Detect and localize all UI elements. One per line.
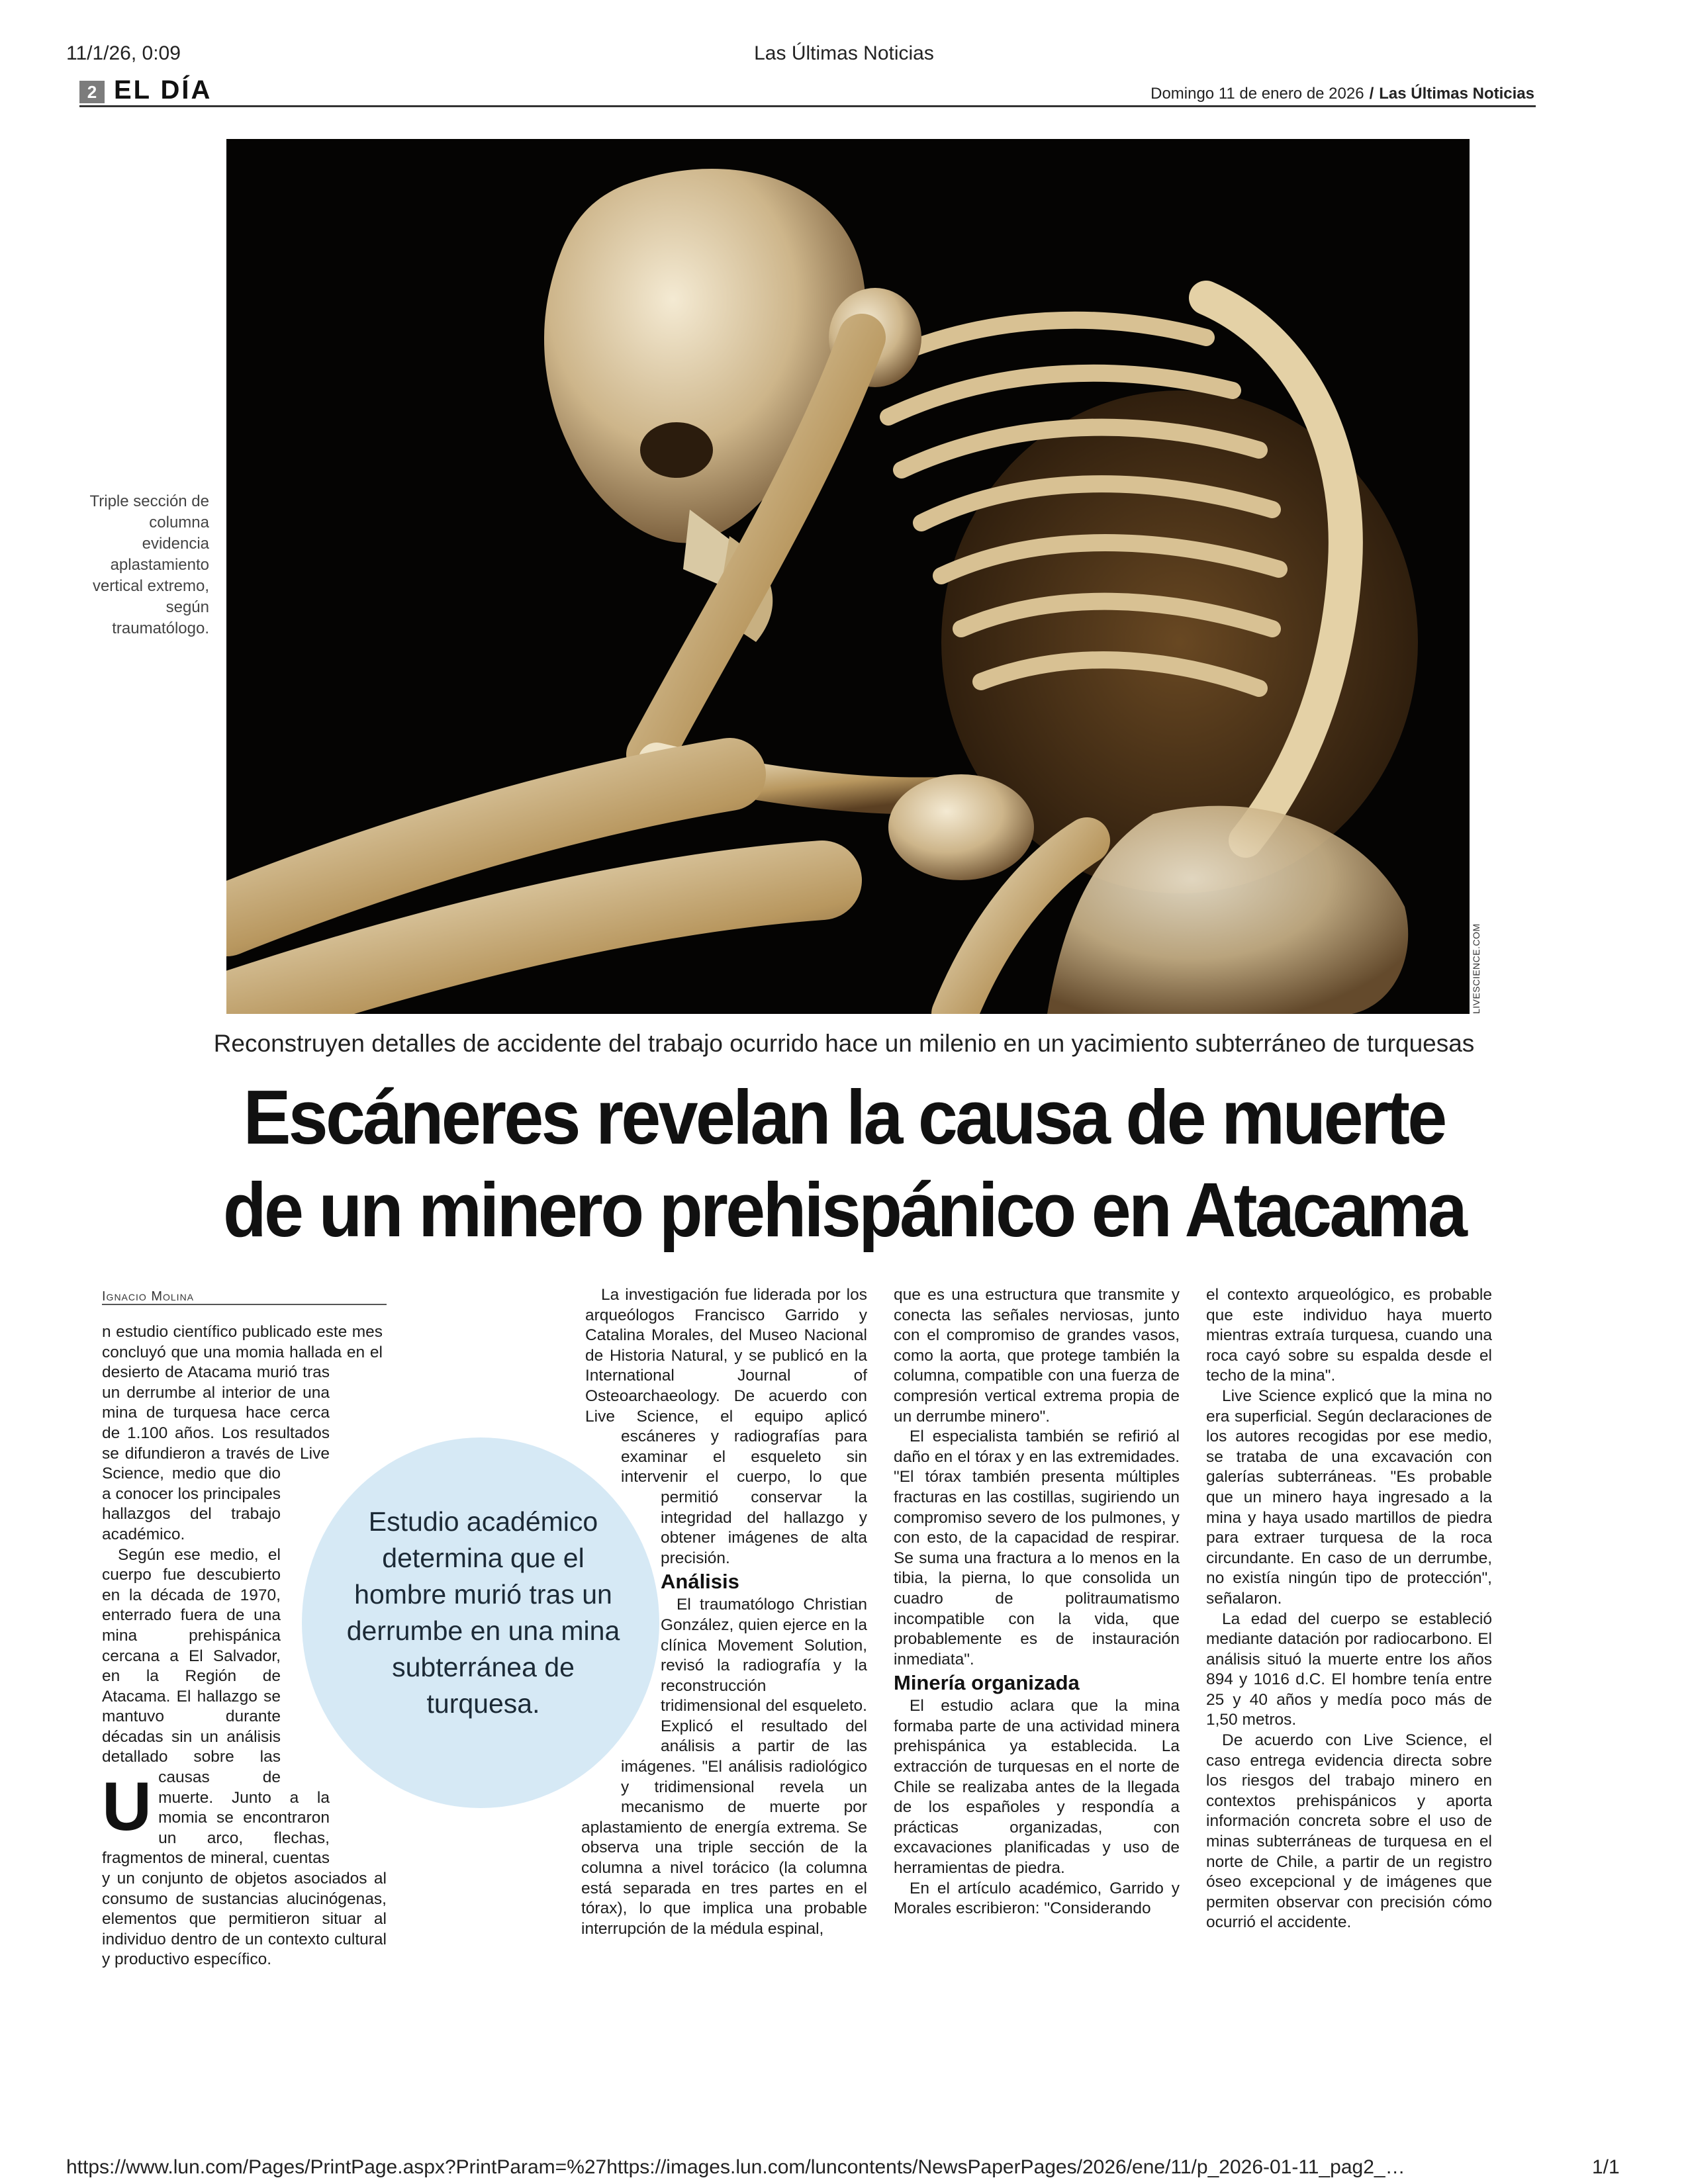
subhead-mineria: Minería organizada (894, 1671, 1080, 1695)
byline-rule (102, 1304, 387, 1305)
photo-credit: LIVESCIENCE.COM (1471, 923, 1481, 1014)
header-dateline (1150, 85, 1534, 103)
skeleton-illustration (226, 139, 1470, 1014)
paragraph: Según ese medio, el cuerpo fue descubierto en la década de 1970, enterrado fuera de una mina prehispánica cercana a El Salvador, en la Región de Atacama. El hallazgo se mantuvo durante décadas sin un análisis detallado sobre las causas de muerte. Junto a la momia se encontraron un arco, flechas, fragmentos de mineral, cuentas y un conjunto de objetos asociados al consumo de sustancias alucinógenas, elementos que permitieron situar al individuo dentro de un contexto cultural y productivo específico. (102, 1545, 387, 1969)
page-number: 2 (79, 81, 105, 103)
column-spacer (581, 1742, 621, 1808)
paragraph: La edad del cuerpo se estableció mediante datación por radiocarbono. El análisis situó la muerte entre los años 894 y 1016 d.C. El hombre tenía entre 25 y 40 años y medía poco más de 1,50 metros. (1206, 1610, 1492, 1729)
section-name: EL DÍA (114, 75, 212, 105)
header-rule (79, 105, 1536, 107)
column-spacer (581, 1431, 621, 1504)
print-date: 11/1/26, 0:09 (66, 42, 181, 64)
article-kicker: Reconstruyen detalles de accidente del trabajo ocurrido hace un milenio en un yacimiento subterráneo de turquesas (213, 1030, 1475, 1057)
header-separator: / (1369, 85, 1374, 103)
column-spacer (383, 1322, 387, 1379)
paragraph: El estudio aclara que la mina formaba parte de una actividad minera prehispánica ya establecida. La extracción de turquesas en el norte de Chile se realizaba antes de la llegada de los españoles y respondía a prácticas organizadas, con excavaciones planificadas y uso de herramientas de piedra. (894, 1697, 1180, 1878)
subhead-analisis: Análisis (661, 1570, 739, 1594)
paragraph: que es una estructura que transmite y conecta las señales nerviosas, junto con el compromiso de grandes vasos, como la aorta, que protege también la columna, compatible con una fuerza de compresión vertical extrema propia de un derrumbe minero". (894, 1286, 1180, 1426)
column-spacer (330, 1379, 387, 1479)
pull-quote: Estudio académico determina que el hombre murió tras un derrumbe en una mina subterránea de turquesa. (346, 1506, 620, 1719)
column-spacer (281, 1479, 387, 1776)
paragraph: De acuerdo con Live Science, el caso entrega evidencia directa sobre los riesgos del trabajo minero en contextos prehispánicos y aporta información concreta sobre el uso de minas subterráneas de turquesa en el norte de Chile, a partir de un registro óseo excepcional y de imágenes que permiten observar con precisión cómo ocurrió el accidente. (1206, 1731, 1492, 1932)
paragraph: El especialista también se refirió al daño en el tórax y en las extremidades. "El tórax también presenta múltiples fracturas en las costillas, sugiriendo un compromiso severo de los pulmones, y con esto, de la capacidad de respirar. Se suma una fractura a lo menos en la tibia, la pierna, lo que consolida un cuadro de politraumatismo incompatible con la vida, que probablemente es de instauración inmediata". (894, 1428, 1180, 1668)
byline: Ignacio Molina (102, 1289, 195, 1304)
header-newspaper-name: Las Últimas Noticias (1379, 85, 1534, 103)
article-column-3 (894, 1285, 1180, 1919)
column-spacer (581, 1504, 661, 1742)
article-column-2 (581, 1285, 867, 1939)
skeleton-scan-photo (226, 139, 1470, 1014)
headline-line-2: de un minero prehispánico en Atacama (222, 1167, 1466, 1253)
paragraph: La investigación fue liderada por los arqueólogos Francisco Garrido y Catalina Morales, del Museo Nacional de Historia Natural, y se publicó en la International Journal of Osteoarchaeology. De acuerdo con Live Science, el equipo aplicó escáneres y radiografías para examinar el esqueleto sin intervenir el cuerpo, lo que permitió conservar la integridad del hallazgo y obtener imágenes de alta precisión. (585, 1286, 867, 1567)
drop-cap: U (102, 1768, 152, 1845)
print-url: https://www.lun.com/Pages/PrintPage.aspx?PrintParam=%27https://images.lun.com/luncontents/NewsPaperPages/2026/ene/11/p_2026-01-11_pag2_… (66, 2156, 1405, 2178)
headline-line-1: Escáneres revelan la causa de muerte (243, 1074, 1445, 1160)
photo-caption: Triple sección de columna evidencia aplastamiento vertical extremo, según traumatólogo. (89, 492, 209, 637)
print-title: Las Últimas Noticias (754, 42, 934, 64)
paragraph: n estudio científico publicado este mes concluyó que una momia hallada en el desierto de Atacama murió tras un derrumbe al interior de una mina de turquesa hace cerca de 1.100 años. Los resultados se difundieron a través de Live Science, medio que dio a conocer los principales hallazgos del trabajo académico. (102, 1323, 383, 1543)
paragraph: el contexto arqueológico, es probable que este individuo haya muerto mientras extraía turquesa, cuando una roca cayó sobre su espalda desde el techo de la mina". (1206, 1286, 1492, 1385)
article-headline (59, 1071, 1629, 1256)
paragraph: Live Science explicó que la mina no era superficial. Según declaraciones de los autores recogidas por ese medio, se trataba de una excavación con galerías subterráneas. "Es probable que un minero haya ingresado a la mina y haya usado martillos de piedra para extraer turquesa de la roca circundante. En caso de un derrumbe, no existía ningún tipo de protección", señalaron. (1206, 1387, 1492, 1608)
print-page-count: 1/1 (1592, 2156, 1620, 2178)
article-column-4 (1206, 1285, 1492, 1933)
column-spacer (330, 1776, 387, 1856)
header-date: Domingo 11 de enero de 2026 (1150, 85, 1364, 103)
paragraph: El traumatólogo Christian González, quien ejerce en la clínica Movement Solution, revisó la radiografía y la reconstrucción tridimensional del esqueleto. Explicó el resultado del análisis a partir de las imágenes. "El análisis radiológico y tridimensional revela un mecanismo de muerte por aplastamiento de energía extrema. Se observa una triple sección de la columna a nivel torácico (la columna está separada en tres partes en el tórax), lo que implica una probable interrupción de la médula espinal, (581, 1596, 867, 1938)
article-column-1 (102, 1322, 387, 1970)
paragraph: En el artículo académico, Garrido y Morales escribieron: "Considerando (894, 1879, 1180, 1918)
